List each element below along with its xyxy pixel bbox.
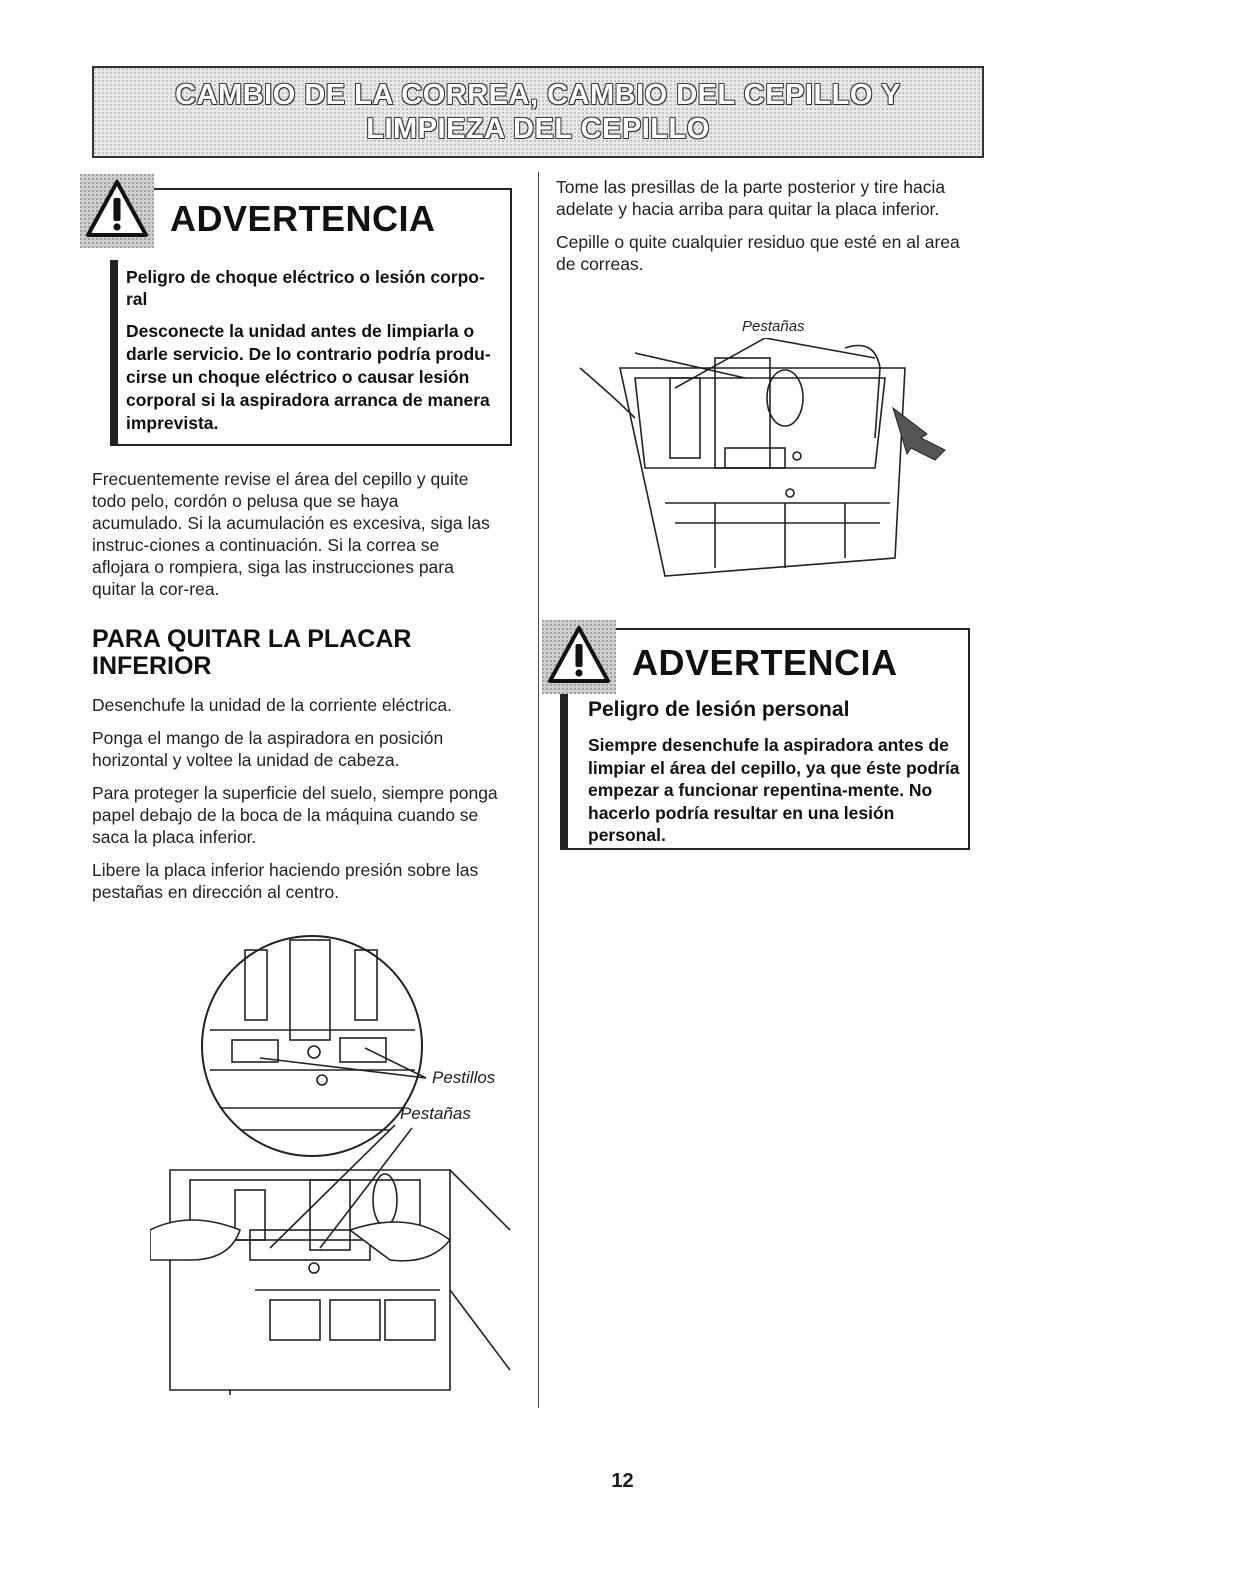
warning-instruction-text-2: Siempre desenchufe la aspiradora antes de limpiar el área del cepillo, ya que éste podría empezar a funcionar repentina-mente. No hacerlo podría resultar en una lesión personal. <box>588 735 960 845</box>
warning-title: ADVERTENCIA <box>170 198 436 239</box>
step-4: Libere la placa inferior haciendo presión sobre las pestañas en dirección al centro. <box>92 860 479 902</box>
section-heading <box>92 626 492 680</box>
steps-left <box>92 694 512 914</box>
step-3: Para proteger la superficie del suelo, siempre ponga papel debajo de la boca de la máquina cuando se saca la placa inferior. <box>92 783 498 847</box>
right-step-1: Tome las presillas de la parte posterior y tire hacia adelate y hacia arriba para quitar la placa inferior. <box>556 177 946 219</box>
warning-triangle-icon-2 <box>542 620 616 694</box>
label-latches: Pestillos <box>432 1068 496 1087</box>
bottom-plate-latches-illustration <box>150 930 530 1400</box>
warning-title-2: ADVERTENCIA <box>632 642 898 683</box>
label-tabs-left: Pestañas <box>400 1104 471 1123</box>
warning-hazard-text-2: Peligro de lesión personal <box>588 698 850 721</box>
warning-triangle-icon <box>80 174 154 248</box>
section-heading-line-2: INFERIOR <box>92 652 212 680</box>
page-number: 12 <box>611 1470 634 1492</box>
step-2: Ponga el mango de la aspiradora en posición horizontal y voltee la unidad de cabeza. <box>92 728 444 770</box>
label-tabs-right: Pestañas <box>742 318 805 335</box>
right-step-2: Cepille o quite cualquier residuo que esté en al area de correas. <box>556 232 960 274</box>
title-banner <box>92 66 984 158</box>
steps-right <box>556 176 966 286</box>
warning-box-personal-injury <box>568 628 970 850</box>
banner-title-line-2: LIMPIEZA DEL CEPILLO <box>366 113 710 145</box>
warning-hazard-text: Peligro de choque eléctrico o lesión corpo-ral <box>126 267 485 309</box>
section-heading-line-1: PARA QUITAR LA PLACAR <box>92 625 412 653</box>
warning-instruction-text: Desconecte la unidad antes de limpiarla o darle servicio. De lo contrario podría produ-cirse un choque eléctrico o causar lesión corporal si la aspiradora arranca de manera imprevista. <box>126 321 491 433</box>
intro-paragraph <box>92 468 492 611</box>
intro-text: Frecuentemente revise el área del cepillo y quite todo pelo, cordón o pelusa que se haya acumulado. Si la acumulación es excesiva, siga las instruc-ciones a continuación. Si la correa se aflojara o rompiera, siga las instrucciones para quitar la cor-rea. <box>92 469 490 599</box>
warning-left-bar-2 <box>560 690 568 850</box>
banner-title-line-1: CAMBIO DE LA CORREA, CAMBIO DEL CEPILLO Y <box>175 79 901 111</box>
column-divider <box>538 172 539 1408</box>
bottom-plate-removal-illustration <box>575 338 960 588</box>
warning-left-bar <box>110 260 118 446</box>
warning-box-electric <box>118 188 512 446</box>
step-1: Desenchufe la unidad de la corriente eléctrica. <box>92 695 452 715</box>
